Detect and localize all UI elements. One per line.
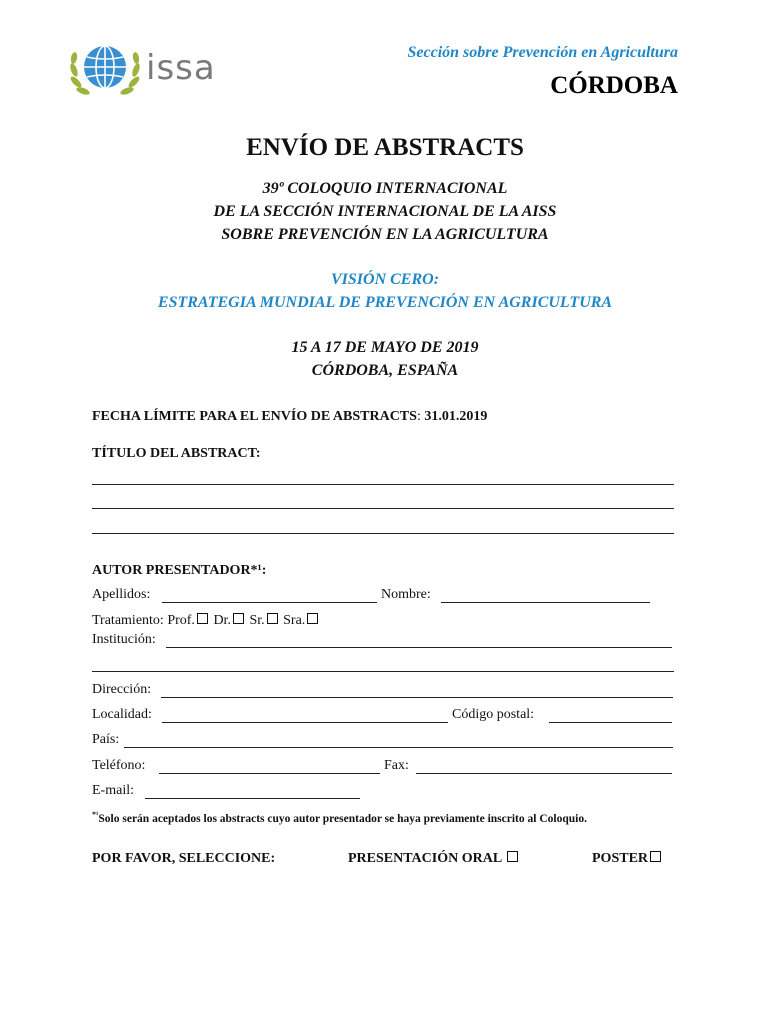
apellidos-label: Apellidos: (92, 587, 151, 602)
telefono-field[interactable] (159, 773, 380, 774)
localidad-label: Localidad: (92, 707, 152, 722)
nombre-field[interactable] (441, 602, 650, 603)
city-heading: CÓRDOBA (550, 72, 678, 99)
pais-label: País: (92, 732, 120, 747)
institucion-field-2[interactable] (92, 671, 674, 672)
oral-checkbox[interactable] (507, 851, 518, 862)
fax-field[interactable] (416, 773, 672, 774)
direccion-field[interactable] (161, 697, 673, 698)
institucion-field[interactable] (166, 647, 672, 648)
dates-line-2: CÓRDOBA, ESPAÑA (311, 362, 459, 379)
prof-label: Prof. (167, 613, 195, 628)
fax-label: Fax: (384, 758, 409, 773)
dates-line-1: 15 A 17 DE MAYO DE 2019 (291, 339, 479, 356)
deadline-value: 31.01.2019 (424, 409, 488, 424)
dates-block (0, 336, 770, 382)
tratamiento-row (92, 613, 320, 629)
oral-label: PRESENTACIÓN ORAL (348, 851, 502, 866)
abstract-title-line-3[interactable] (92, 533, 674, 534)
event-line-3: SOBRE PREVENCIÓN EN LA AGRICULTURA (221, 226, 549, 243)
direccion-label: Dirección: (92, 682, 152, 697)
abstract-title-line-2[interactable] (92, 508, 674, 509)
sr-checkbox[interactable] (267, 613, 278, 624)
event-line-1: 39º COLOQUIO INTERNACIONAL (262, 180, 508, 197)
telefono-label: Teléfono: (92, 758, 146, 773)
select-label: POR FAVOR, SELECCIONE: (92, 851, 276, 866)
logo-wordmark: issa (146, 48, 216, 88)
email-field[interactable] (145, 798, 360, 799)
institucion-label: Institución: (92, 632, 156, 647)
event-block (0, 177, 770, 246)
codigo-postal-field[interactable] (549, 722, 672, 723)
poster-option (592, 851, 663, 867)
abstract-title-line-1[interactable] (92, 484, 674, 485)
theme-block (0, 268, 770, 314)
dr-checkbox[interactable] (233, 613, 244, 624)
email-label: E-mail: (92, 783, 134, 798)
abstract-title-label: TÍTULO DEL ABSTRACT: (92, 446, 261, 461)
section-name: Sección sobre Prevención en Agricultura (407, 44, 678, 61)
sra-checkbox[interactable] (307, 613, 318, 624)
sr-label: Sr. (249, 613, 265, 628)
footnote (92, 810, 587, 825)
codigo-postal-label: Código postal: (452, 707, 535, 722)
author-heading: AUTOR PRESENTADOR*¹: (92, 563, 267, 578)
deadline-separator: : (416, 409, 421, 424)
footnote-text: Solo serán aceptados los abstracts cuyo autor presentador se haya previamente inscrito al Coloquio. (98, 812, 587, 825)
event-line-2: DE LA SECCIÓN INTERNACIONAL DE LA AISS (213, 203, 557, 220)
dr-label: Dr. (213, 613, 231, 628)
footnote-mark: *¹ (92, 810, 99, 819)
pais-field[interactable] (124, 747, 673, 748)
localidad-field[interactable] (162, 722, 448, 723)
deadline (92, 409, 487, 425)
tratamiento-label: Tratamiento: (92, 613, 164, 628)
deadline-label: FECHA LÍMITE PARA EL ENVÍO DE ABSTRACTS (92, 409, 417, 424)
document-title: ENVÍO DE ABSTRACTS (246, 134, 524, 161)
poster-label: POSTER (592, 851, 649, 866)
apellidos-field[interactable] (162, 602, 377, 603)
theme-line-1: VISIÓN CERO: (330, 271, 440, 288)
prof-checkbox[interactable] (197, 613, 208, 624)
oral-option (348, 851, 520, 867)
sra-label: Sra. (283, 613, 306, 628)
theme-line-2: ESTRATEGIA MUNDIAL DE PREVENCIÓN EN AGRICULTURA (157, 294, 613, 311)
poster-checkbox[interactable] (650, 851, 661, 862)
nombre-label: Nombre: (381, 587, 431, 602)
